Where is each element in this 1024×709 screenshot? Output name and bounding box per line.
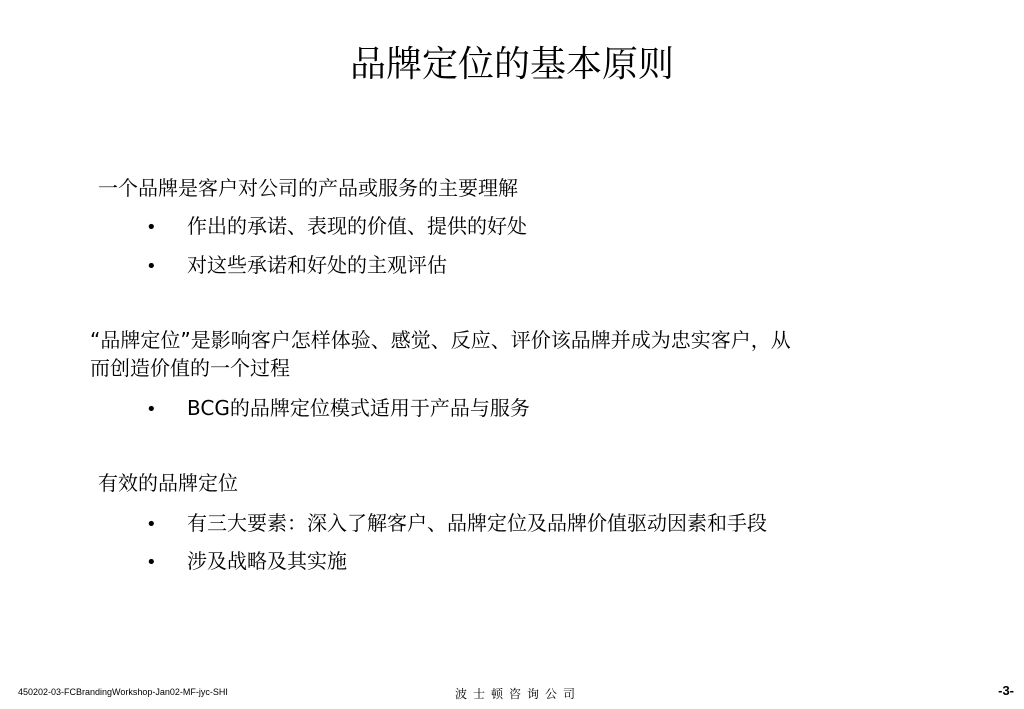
bullet-dot: • bbox=[146, 256, 157, 277]
footer-document-code: 450202-03-FCBrandingWorkshop-Jan02-MF-jyc-SHI bbox=[18, 687, 228, 697]
section-3-bullet-1: 有三大要素：深入了解客户、品牌定位及品牌价值驱动因素和手段 bbox=[187, 511, 767, 535]
section-1-bullet-2: 对这些承诺和好处的主观评估 bbox=[187, 253, 447, 277]
footer-company-name: 波士顿咨询公司 bbox=[454, 687, 581, 701]
bullet-dot: • bbox=[146, 552, 157, 573]
section-3-bullet-2: 涉及战略及其实施 bbox=[187, 549, 347, 573]
section-2-heading-line-1: “品牌定位”是影响客户怎样体验、感觉、反应、评价该品牌并成为忠实客户，从 bbox=[90, 328, 791, 352]
section-3-heading: 有效的品牌定位 bbox=[98, 471, 238, 495]
bullet-dot: • bbox=[146, 399, 157, 420]
section-1-bullet-1: 作出的承诺、表现的价值、提供的好处 bbox=[187, 214, 527, 238]
section-2-heading-line-2: 而创造价值的一个过程 bbox=[90, 356, 290, 380]
section-2-bullet-1: BCG的品牌定位模式适用于产品与服务 bbox=[187, 396, 530, 420]
bullet-dot: • bbox=[146, 217, 157, 238]
section-1-heading: 一个品牌是客户对公司的产品或服务的主要理解 bbox=[98, 176, 518, 200]
bullet-dot: • bbox=[146, 514, 157, 535]
slide-title: 品牌定位的基本原则 bbox=[349, 44, 674, 85]
page-number: -3- bbox=[998, 683, 1014, 698]
